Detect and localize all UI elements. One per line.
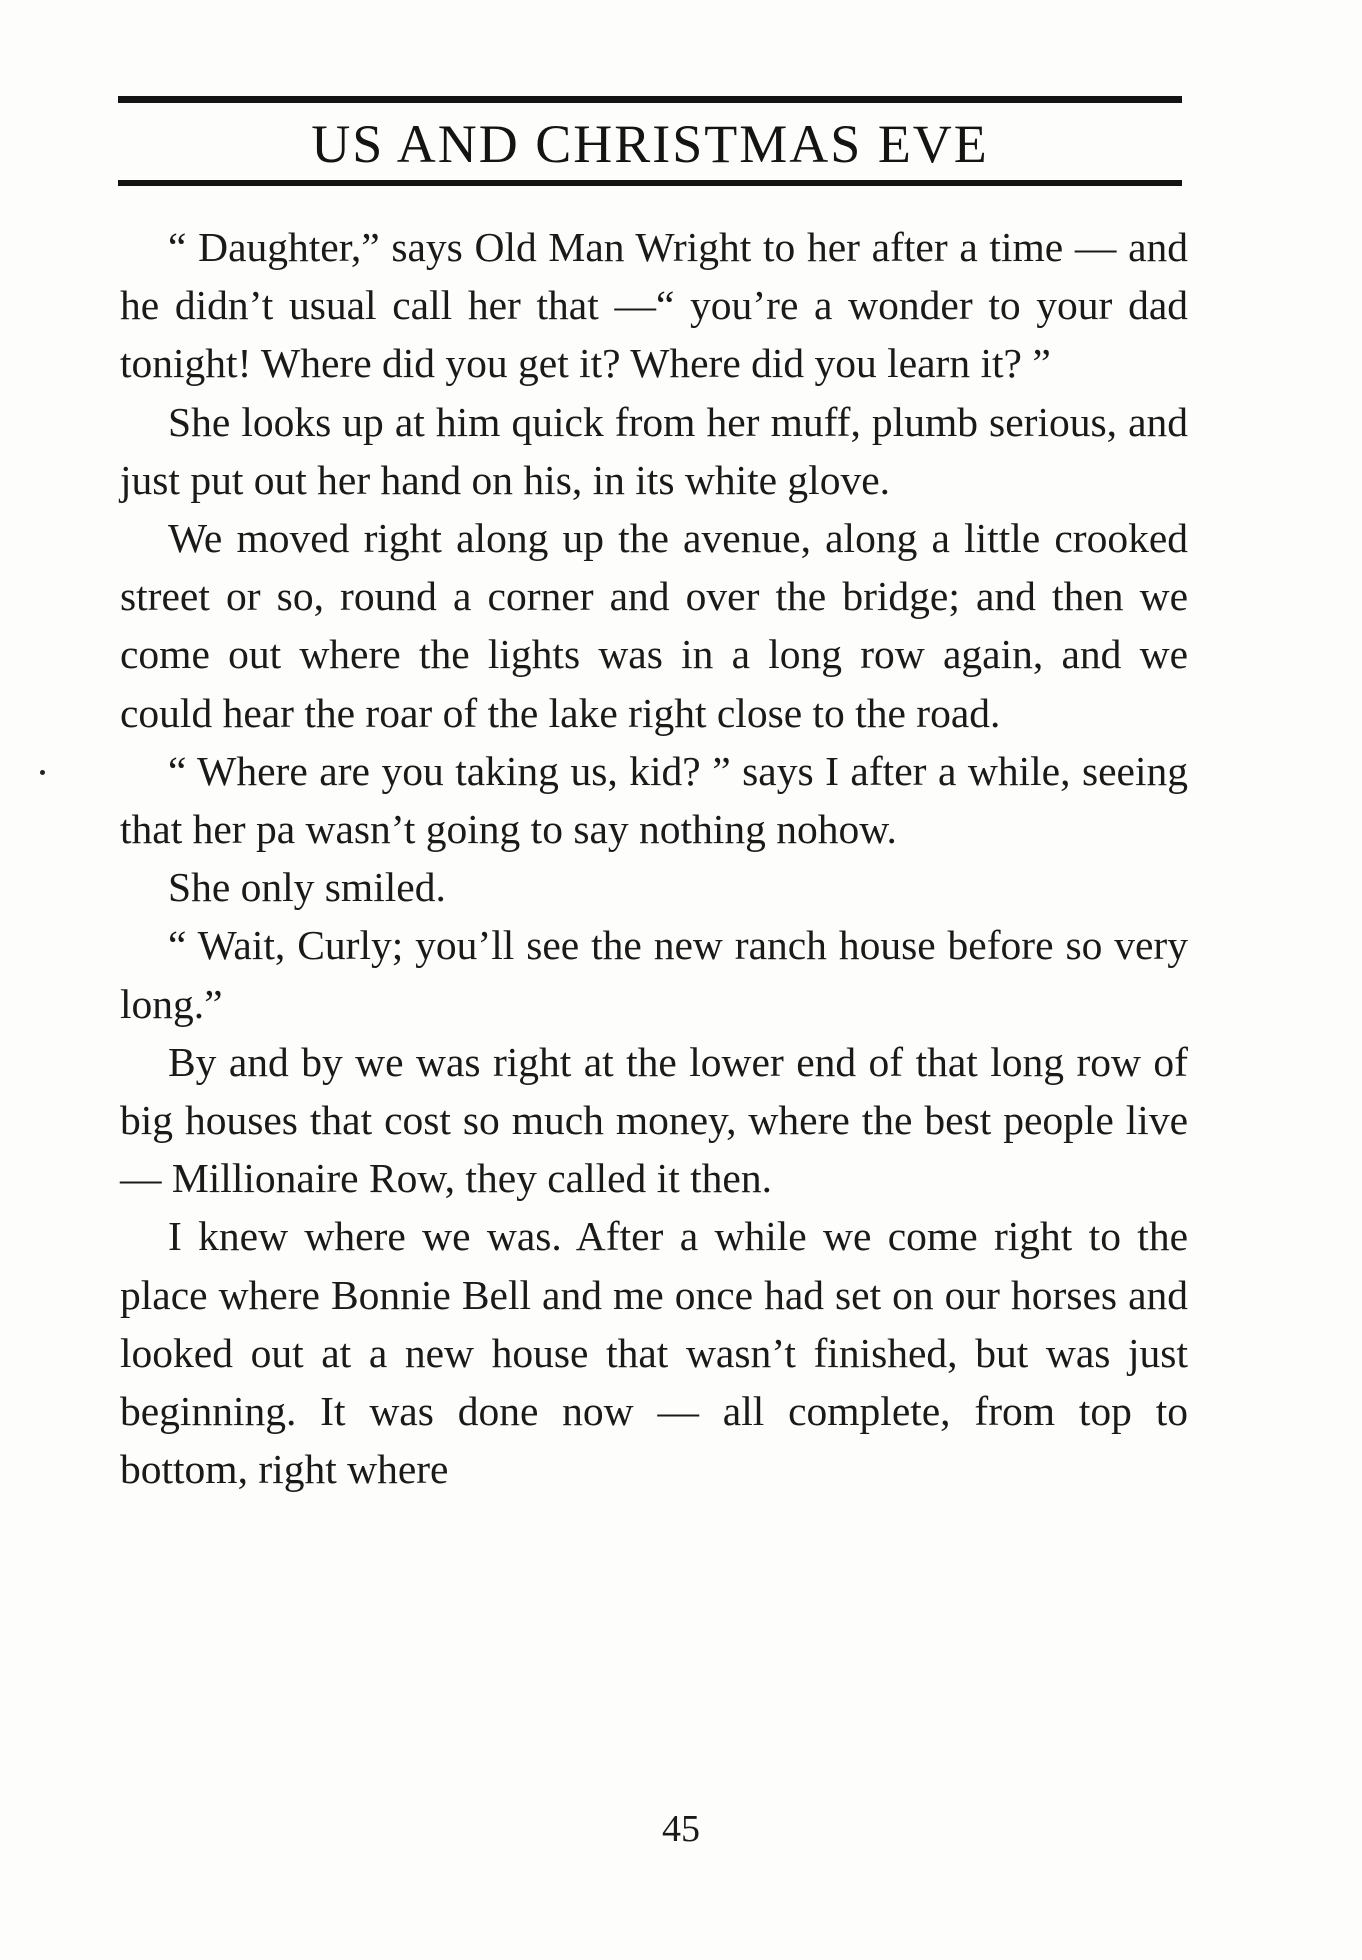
paragraph: She only smiled. <box>168 864 446 911</box>
page-number: 45 <box>662 1808 700 1850</box>
paragraph: “ Daughter,” says Old Man Wright to her after a time — and he didn’t usual call her that —“ you’re a wonder to your dad tonight! Where did you get it? Where did you learn it? ” <box>120 224 1188 387</box>
header-top-rule <box>118 96 1182 103</box>
body-text <box>120 218 1188 1498</box>
paragraph: “ Where are you taking us, kid? ” says I after a while, seeing that her pa wasn’t going to say nothing nohow. <box>120 747 1188 853</box>
paragraph: She looks up at him quick from her muff, plumb serious, and just put out her hand on his, in its white glove. <box>120 398 1188 503</box>
paragraph: “ Wait, Curly; you’ll see the new ranch house before so very long.” <box>120 922 1188 1027</box>
paragraph: By and by we was right at the lower end of that long row of big houses that cost so much money, where the best people live — Millionaire Row, they called it then. <box>120 1038 1188 1202</box>
header-bottom-rule <box>118 180 1182 186</box>
paragraph: I knew where we was. After a while we come right to the place where Bonnie Bell and me once had set on our horses and looked out at a new house that wasn’t finished, but was just beginning. It was done now — all complete, from top to bottom, right where <box>120 1213 1188 1493</box>
running-header-title: US AND CHRISTMAS EVE <box>311 114 989 174</box>
print-speck <box>40 770 45 775</box>
paragraph: We moved right along up the avenue, along a little crooked street or so, round a corner and over the bridge; and then we come out where the lights was in a long row again, and we could hear the roar of the lake right close to the road. <box>120 515 1188 736</box>
